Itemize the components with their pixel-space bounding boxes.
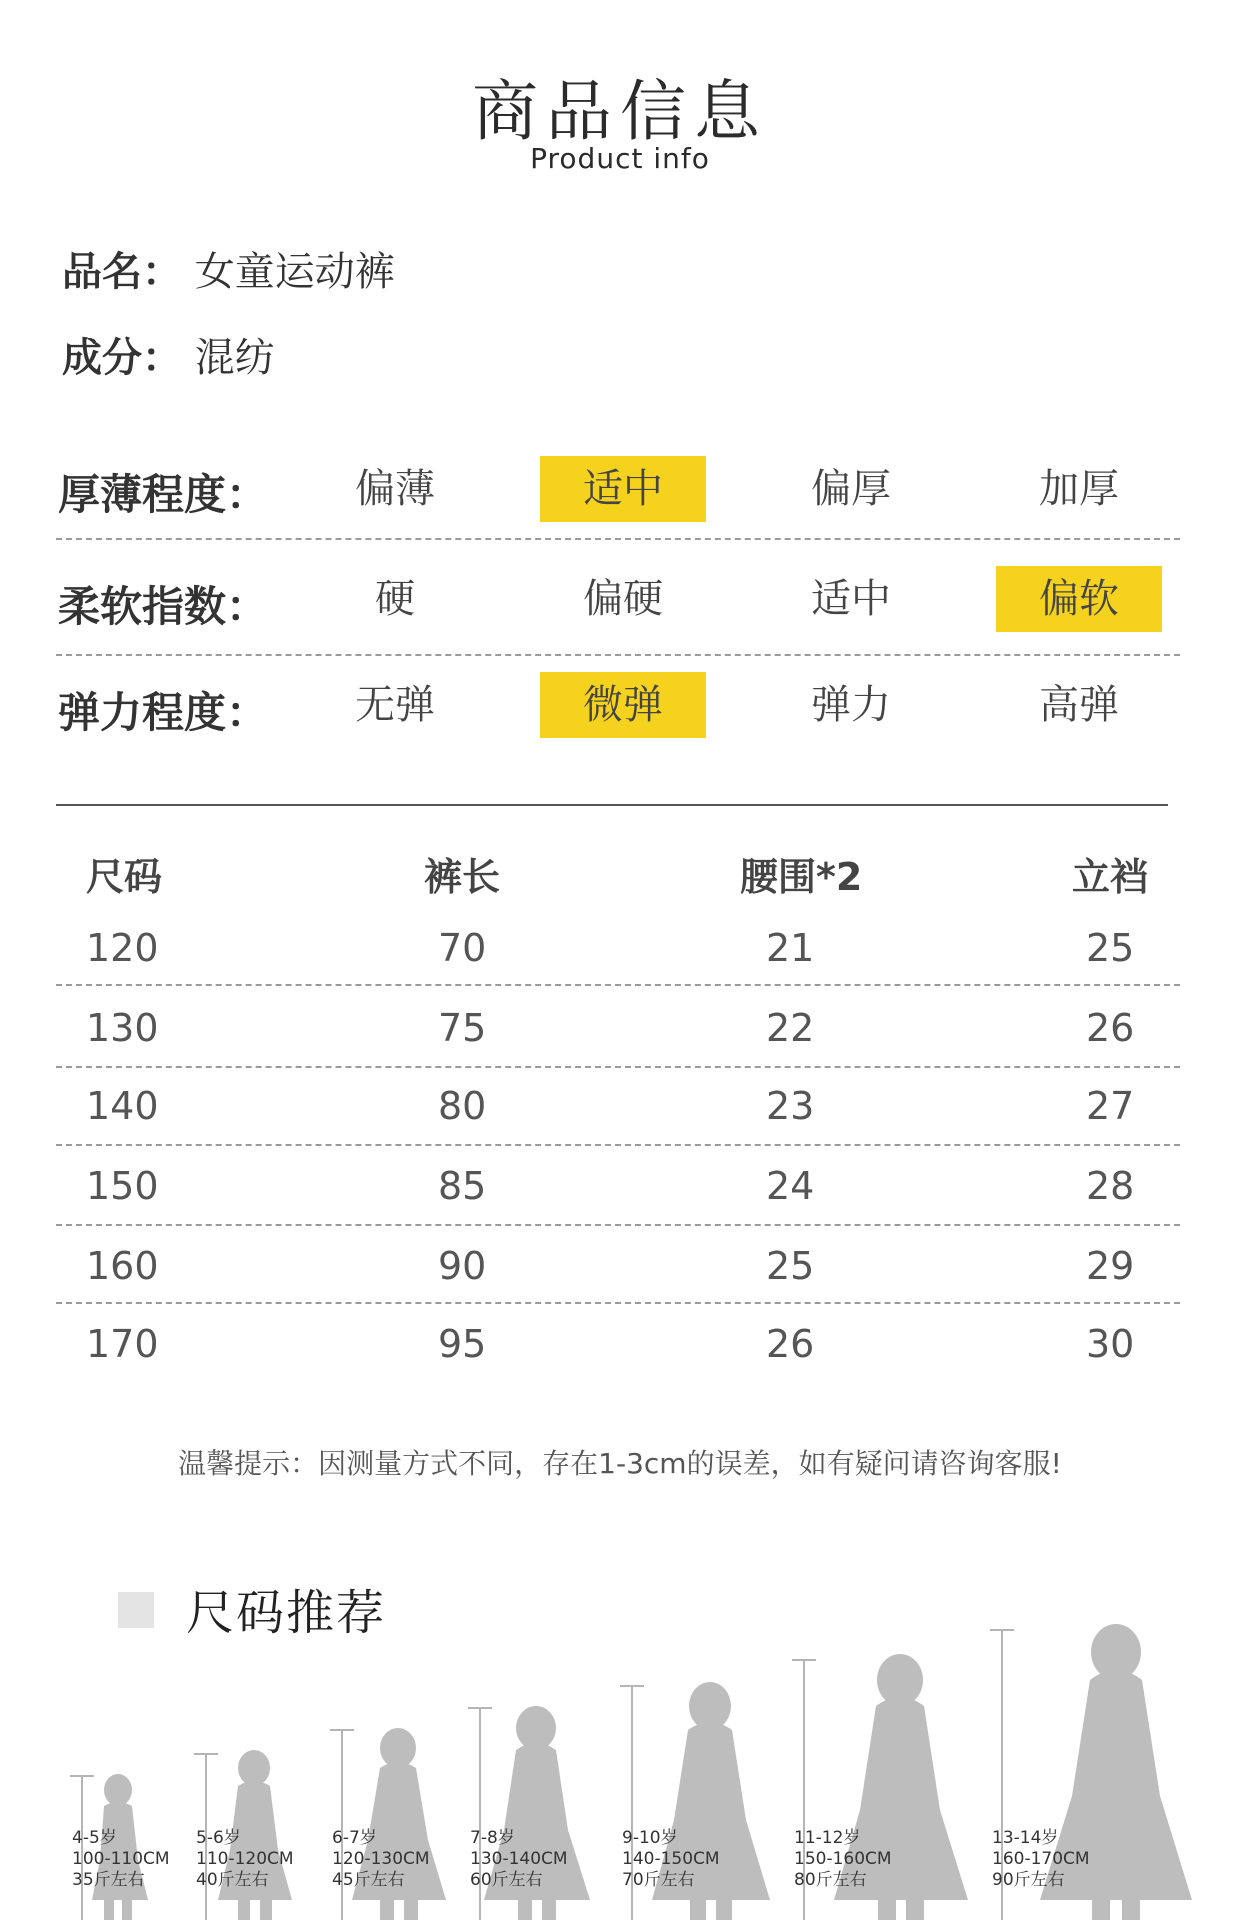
attr-softness-option: 适中 bbox=[811, 576, 891, 622]
page-subtitle: Product info bbox=[530, 142, 710, 175]
rec-age: 7-8岁 bbox=[470, 1828, 515, 1848]
table-cell: 140 bbox=[86, 1084, 159, 1128]
attr-softness-option: 偏硬 bbox=[583, 576, 663, 622]
rec-height: 150-160CM bbox=[794, 1849, 892, 1869]
table-header: 立裆 bbox=[1072, 855, 1149, 899]
rec-age: 11-12岁 bbox=[794, 1828, 861, 1848]
rec-age: 5-6岁 bbox=[196, 1828, 241, 1848]
table-cell: 120 bbox=[86, 926, 159, 970]
table-cell: 80 bbox=[438, 1084, 487, 1128]
rec-height: 100-110CM bbox=[72, 1849, 170, 1869]
rec-weight: 45斤左右 bbox=[332, 1870, 405, 1890]
attr-softness-option-selected: 偏软 bbox=[996, 566, 1162, 632]
rec-weight: 70斤左右 bbox=[622, 1870, 695, 1890]
attr-elasticity-option-selected: 微弹 bbox=[540, 672, 706, 738]
rec-weight: 40斤左右 bbox=[196, 1870, 269, 1890]
table-cell: 29 bbox=[1086, 1244, 1135, 1288]
table-cell: 27 bbox=[1086, 1084, 1135, 1128]
child-silhouette-icon bbox=[352, 1728, 446, 1920]
size-rec-item bbox=[470, 1828, 568, 1891]
size-rec-item bbox=[622, 1828, 720, 1891]
attr-thickness-option: 偏厚 bbox=[811, 466, 891, 512]
table-cell: 150 bbox=[86, 1164, 159, 1208]
table-cell: 160 bbox=[86, 1244, 159, 1288]
size-rec-item bbox=[196, 1828, 294, 1891]
table-header: 尺码 bbox=[86, 855, 163, 899]
attr-softness-option: 硬 bbox=[375, 576, 415, 622]
rec-weight: 35斤左右 bbox=[72, 1870, 145, 1890]
measurement-tip: 温馨提示：因测量方式不同，存在1-3cm的误差，如有疑问请咨询客服! bbox=[178, 1447, 1062, 1480]
table-cell: 24 bbox=[766, 1164, 815, 1208]
size-rec-item bbox=[332, 1828, 430, 1891]
table-cell: 28 bbox=[1086, 1164, 1135, 1208]
size-rec-item bbox=[72, 1828, 170, 1891]
attr-thickness-label: 厚薄程度： bbox=[58, 470, 269, 519]
material-value: 混纺 bbox=[194, 335, 275, 381]
table-cell: 26 bbox=[1086, 1006, 1135, 1050]
attr-elasticity-option: 无弹 bbox=[355, 682, 435, 728]
rec-height: 120-130CM bbox=[332, 1849, 430, 1869]
size-rec-item bbox=[992, 1828, 1090, 1891]
rec-weight: 60斤左右 bbox=[470, 1870, 543, 1890]
table-cell: 22 bbox=[766, 1006, 815, 1050]
table-cell: 70 bbox=[438, 926, 487, 970]
table-cell: 26 bbox=[766, 1322, 815, 1366]
attr-elasticity-option: 高弹 bbox=[1039, 682, 1119, 728]
table-cell: 21 bbox=[766, 926, 815, 970]
attr-softness-label: 柔软指数： bbox=[58, 582, 269, 631]
table-cell: 30 bbox=[1086, 1322, 1135, 1366]
rec-age: 9-10岁 bbox=[622, 1828, 678, 1848]
attr-thickness-option: 加厚 bbox=[1039, 466, 1119, 512]
table-header: 腰围*2 bbox=[740, 855, 863, 899]
product-name-label: 品名： bbox=[62, 249, 182, 295]
recommend-title: 尺码推荐 bbox=[186, 1585, 387, 1641]
rec-height: 140-150CM bbox=[622, 1849, 720, 1869]
attr-thickness-option-selected: 适中 bbox=[540, 456, 706, 522]
rec-age: 6-7岁 bbox=[332, 1828, 377, 1848]
rec-height: 110-120CM bbox=[196, 1849, 294, 1869]
rec-age: 13-14岁 bbox=[992, 1828, 1059, 1848]
material-label: 成分： bbox=[62, 335, 182, 381]
attr-elasticity-option: 弹力 bbox=[811, 682, 891, 728]
table-cell: 170 bbox=[86, 1322, 159, 1366]
table-header: 裤长 bbox=[424, 855, 501, 899]
table-cell: 25 bbox=[1086, 926, 1135, 970]
table-cell: 85 bbox=[438, 1164, 487, 1208]
product-name-value: 女童运动裤 bbox=[194, 249, 395, 295]
table-cell: 75 bbox=[438, 1006, 487, 1050]
rec-age: 4-5岁 bbox=[72, 1828, 117, 1848]
rec-height: 130-140CM bbox=[470, 1849, 568, 1869]
table-cell: 95 bbox=[438, 1322, 487, 1366]
attr-elasticity-label: 弹力程度： bbox=[58, 688, 269, 737]
rec-weight: 90斤左右 bbox=[992, 1870, 1065, 1890]
table-cell: 25 bbox=[766, 1244, 815, 1288]
table-cell: 90 bbox=[438, 1244, 487, 1288]
table-cell: 130 bbox=[86, 1006, 159, 1050]
page-title: 商品信息 bbox=[472, 73, 768, 150]
rec-height: 160-170CM bbox=[992, 1849, 1090, 1869]
table-cell: 23 bbox=[766, 1084, 815, 1128]
attr-thickness-option: 偏薄 bbox=[355, 466, 435, 512]
size-rec-item bbox=[794, 1828, 892, 1891]
rec-weight: 80斤左右 bbox=[794, 1870, 867, 1890]
